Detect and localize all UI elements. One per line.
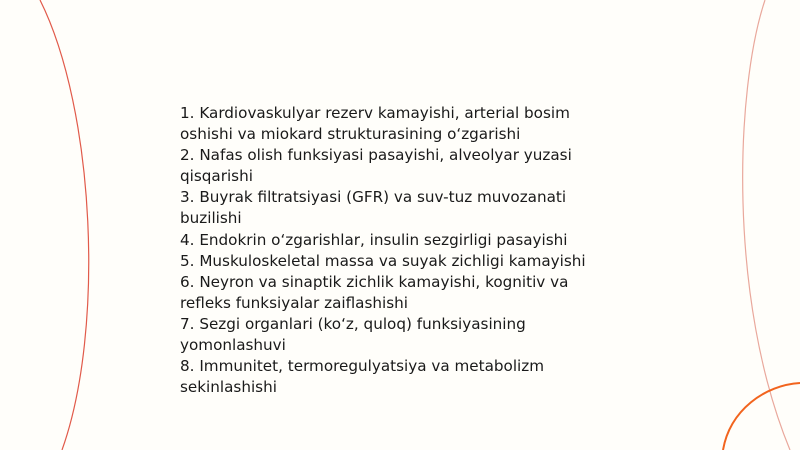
list-item: 5. Muskuloskeletal massa va suyak zichligi kamayishi bbox=[180, 251, 586, 270]
list-item: 2. Nafas olish funksiyasi pasayishi, alveolyar yuzasi qisqarishi bbox=[180, 146, 572, 186]
left-curve bbox=[40, 0, 89, 450]
list-item: 3. Buyrak filtratsiyasi (GFR) va suv-tuz muvozanati buzilishi bbox=[180, 188, 567, 228]
list-item: 8. Immunitet, termoregulyatsiya va metabolizm sekinlashishi bbox=[180, 357, 545, 397]
accent-arc bbox=[723, 383, 800, 450]
bullet-list bbox=[180, 103, 620, 398]
right-curve bbox=[743, 0, 790, 450]
list-item: 7. Sezgi organlari (ko‘z, quloq) funksiyasining yomonlashuvi bbox=[180, 314, 526, 355]
list-item: 6. Neyron va sinaptik zichlik kamayishi, kognitiv va refleks funksiyalar zaiflashishi bbox=[180, 272, 569, 312]
list-item: 4. Endokrin o‘zgarishlar, insulin sezgirligi pasayishi bbox=[180, 230, 568, 249]
list-item: 1. Kardiovaskulyar rezerv kamayishi, arterial bosim oshishi va miokard strukturasining o‘zgarishi bbox=[180, 104, 570, 144]
